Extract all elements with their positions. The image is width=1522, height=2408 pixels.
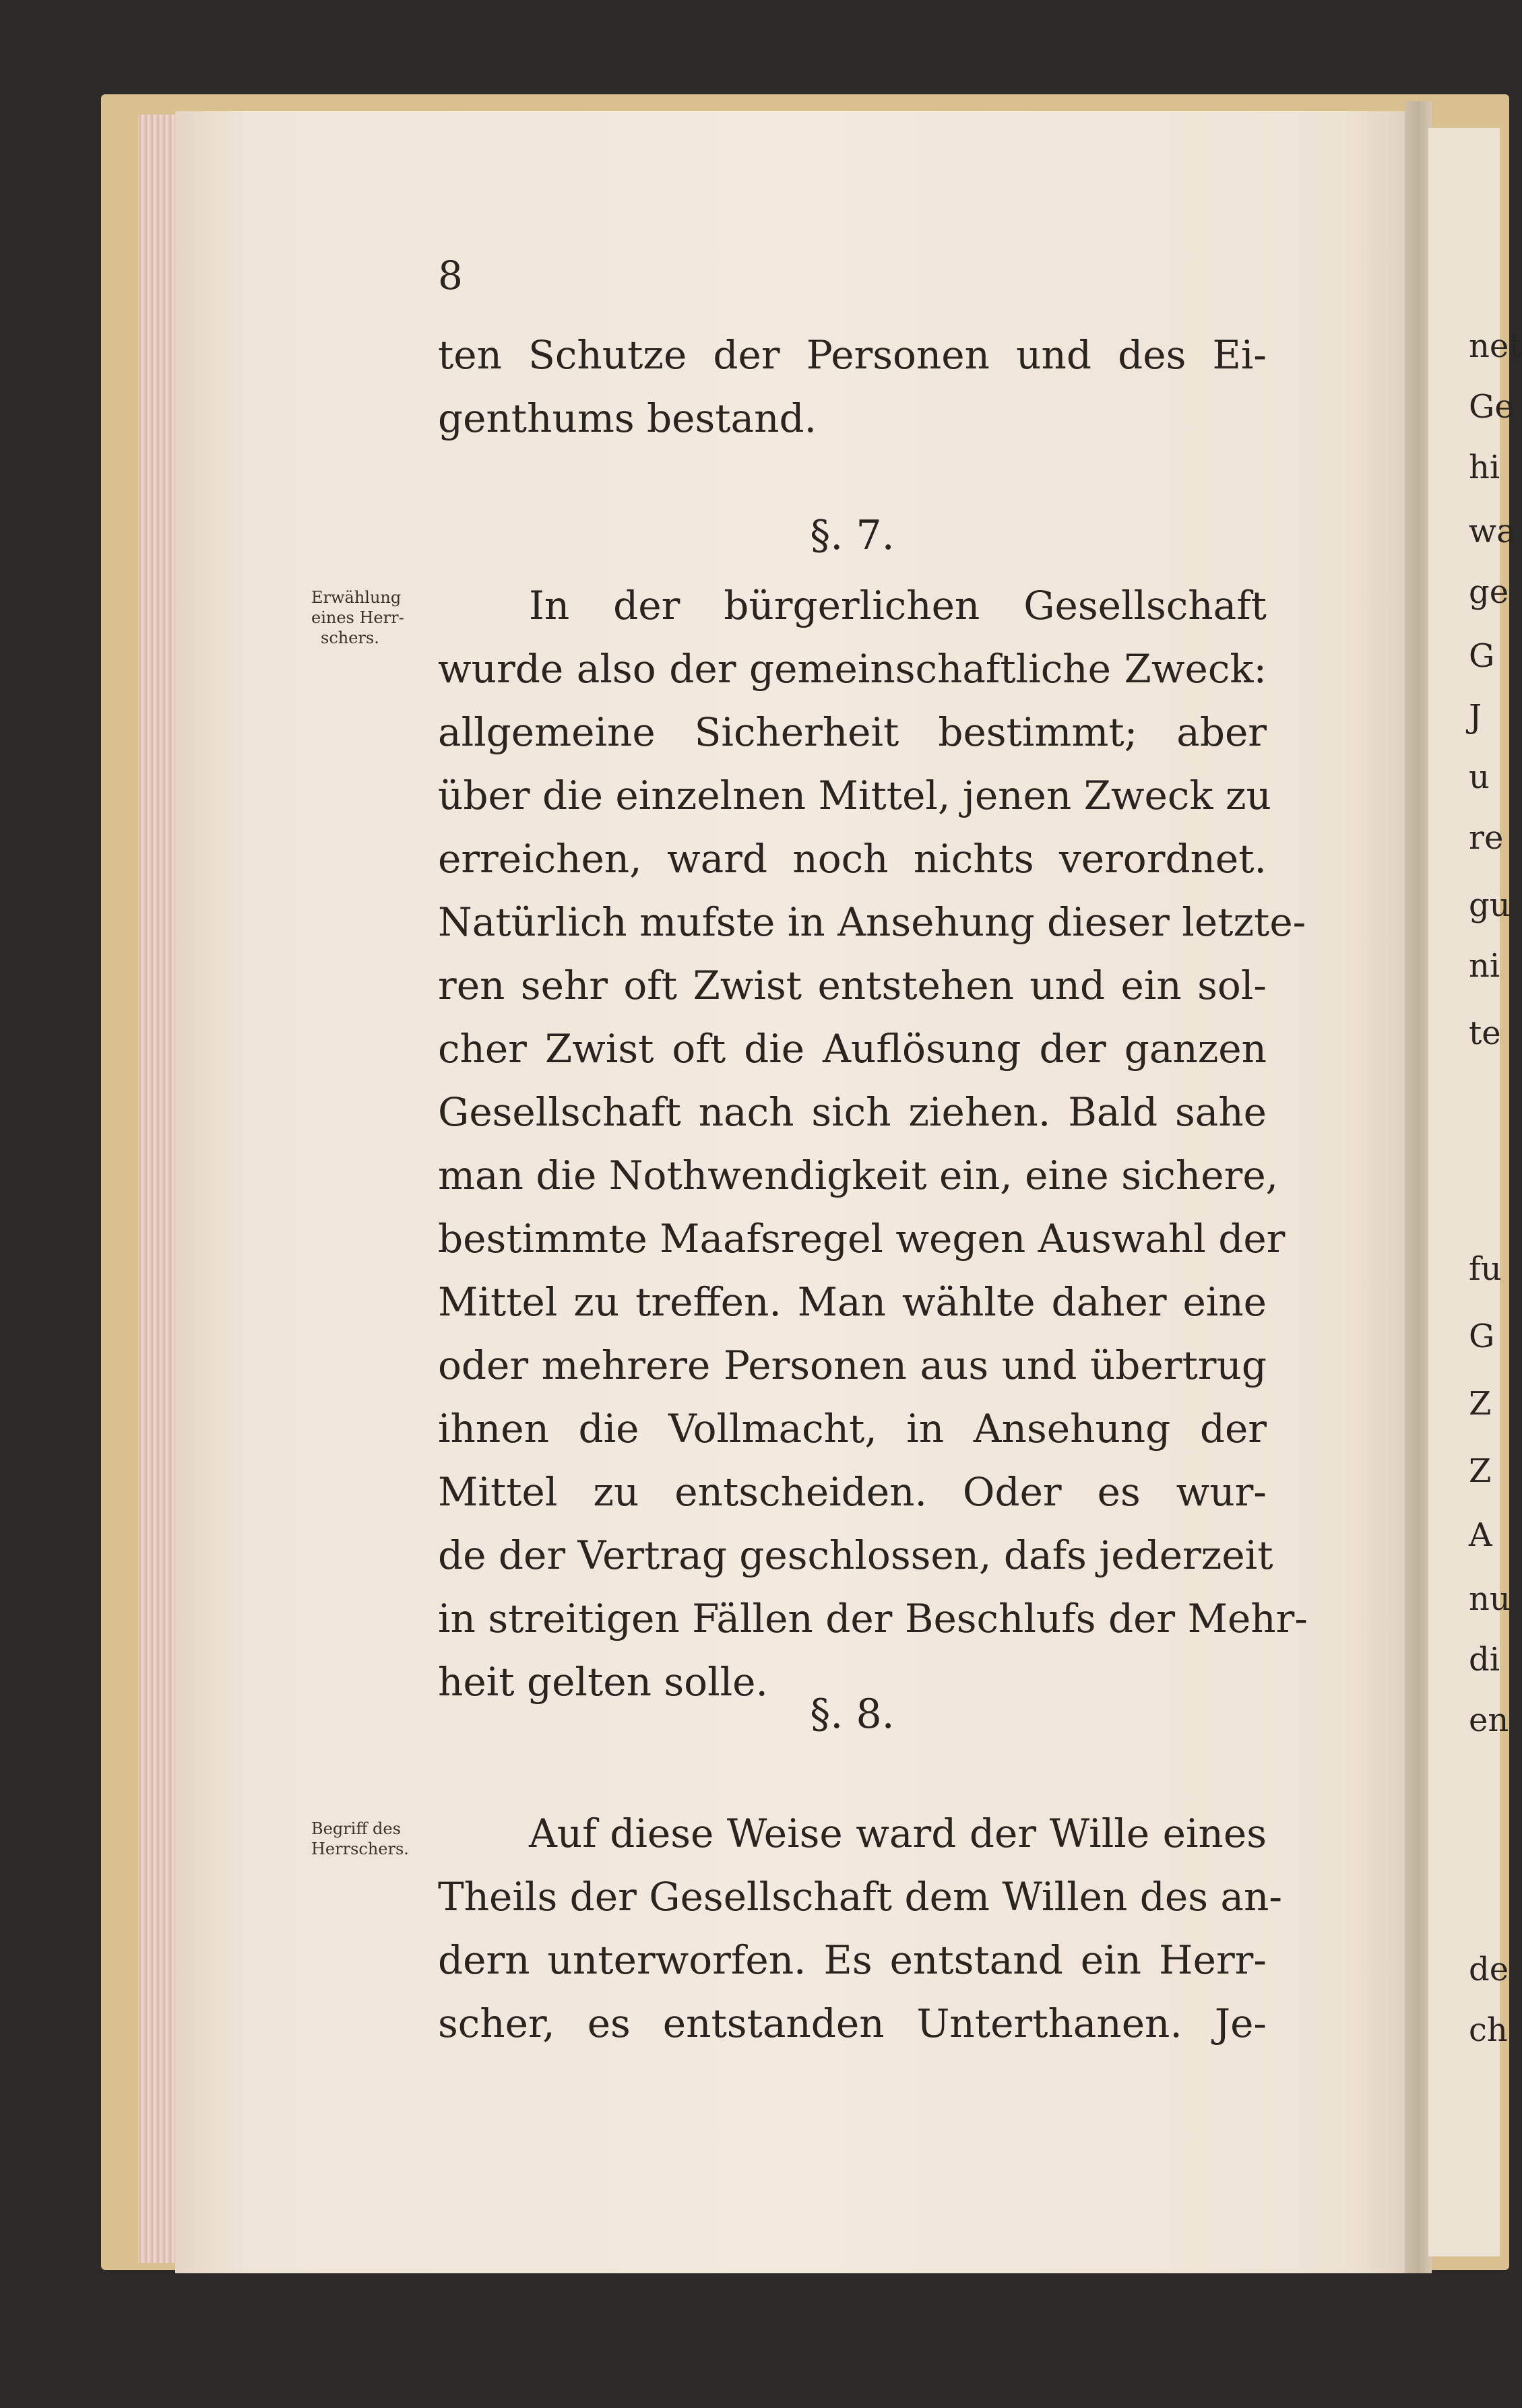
book-gutter	[1405, 101, 1432, 2273]
text-block-3	[438, 1802, 1282, 2055]
right-page-fragment: fu	[1469, 1250, 1502, 1288]
text-line: genthums bestand.	[438, 395, 817, 441]
right-page-fragment: A	[1469, 1516, 1492, 1554]
text-block-2	[438, 574, 1308, 1714]
right-page-fragment: J	[1469, 698, 1482, 736]
right-page-fragment: di	[1469, 1641, 1500, 1679]
right-page-fragment: gu	[1469, 886, 1511, 924]
page-number: 8	[438, 253, 463, 298]
text-line: über die einzelnen Mittel, jenen Zweck zu	[438, 773, 1271, 818]
text-line: bestimmte Maafsregel wegen Auswahl der	[438, 1216, 1286, 1262]
text-line: heit gelten solle.	[438, 1659, 768, 1705]
right-page-fragment: de	[1469, 1951, 1509, 1988]
right-page-fragment: ge	[1469, 573, 1509, 611]
text-line: dern unterworfen. Es entstand ein Herr-	[438, 1937, 1267, 1983]
margin-note-line: eines Herr-	[311, 608, 404, 627]
right-page-fragment: te	[1469, 1014, 1501, 1052]
right-page-fragment: ch	[1469, 2011, 1508, 2049]
text-line: Natürlich mufste in Ansehung dieser letzte-	[438, 899, 1306, 945]
right-page-fragment: net	[1469, 327, 1522, 365]
text-line: Theils der Gesellschaft dem Willen des an-	[438, 1874, 1282, 1920]
margin-note-line: schers.	[321, 628, 379, 647]
text-line: man die Nothwendigkeit ein, eine sichere,	[438, 1152, 1279, 1198]
text-line: scher, es entstanden Unterthanen. Je-	[438, 2000, 1267, 2046]
margin-note-line: Erwählung	[311, 588, 402, 607]
text-line: Mittel zu treffen. Man wählte daher eine	[438, 1279, 1267, 1325]
margin-note-begriff	[311, 1819, 439, 1859]
margin-note-erwaehlung	[311, 587, 439, 648]
right-page-fragment: ni	[1469, 947, 1500, 985]
right-page-fragment: G	[1469, 637, 1495, 675]
section-heading-8: §. 8.	[810, 1691, 895, 1738]
text-line: de der Vertrag geschlossen, dafs jederzeit	[438, 1532, 1273, 1578]
right-page	[1428, 128, 1522, 2256]
text-line: oder mehrere Personen aus und übertrug	[438, 1342, 1267, 1388]
text-line: ihnen die Vollmacht, in Ansehung der	[438, 1406, 1267, 1452]
text-line: allgemeine Sicherheit bestimmt; aber	[438, 709, 1267, 755]
margin-note-line: Herrschers.	[311, 1840, 409, 1858]
text-line: Auf diese Weise ward der Wille eines	[529, 1811, 1267, 1856]
right-page-fragment: Z	[1469, 1452, 1492, 1490]
right-page-fragment: Z	[1469, 1385, 1492, 1423]
text-line: ten Schutze der Personen und des Ei-	[438, 332, 1267, 378]
text-line: erreichen, ward noch nichts verordnet.	[438, 836, 1267, 882]
text-block-1	[438, 323, 1267, 450]
section-heading-7: §. 7.	[810, 512, 895, 559]
right-page-fragment: re	[1469, 819, 1504, 857]
right-page-fragment: en	[1469, 1701, 1509, 1739]
text-line: wurde also der gemeinschaftliche Zweck:	[438, 646, 1267, 692]
margin-note-line: Begriff des	[311, 1819, 401, 1838]
text-line: in streitigen Fällen der Beschlufs der Mehr-	[438, 1596, 1308, 1641]
right-page-fragment: hi	[1469, 449, 1500, 486]
right-page-fragment: u	[1469, 758, 1490, 796]
text-line: In der bürgerlichen Gesellschaft	[529, 583, 1267, 628]
right-page-fragment: G	[1469, 1317, 1495, 1355]
right-page-fragment: nu	[1469, 1580, 1511, 1618]
right-page-fragment: wa	[1469, 513, 1516, 550]
text-line: ren sehr oft Zwist entstehen und ein sol-	[438, 963, 1267, 1008]
text-line: Mittel zu entscheiden. Oder es wur-	[438, 1469, 1267, 1515]
right-page-fragment: Ge	[1469, 388, 1514, 426]
text-line: Gesellschaft nach sich ziehen. Bald sahe	[438, 1089, 1267, 1135]
text-line: cher Zwist oft die Auflösung der ganzen	[438, 1026, 1267, 1072]
